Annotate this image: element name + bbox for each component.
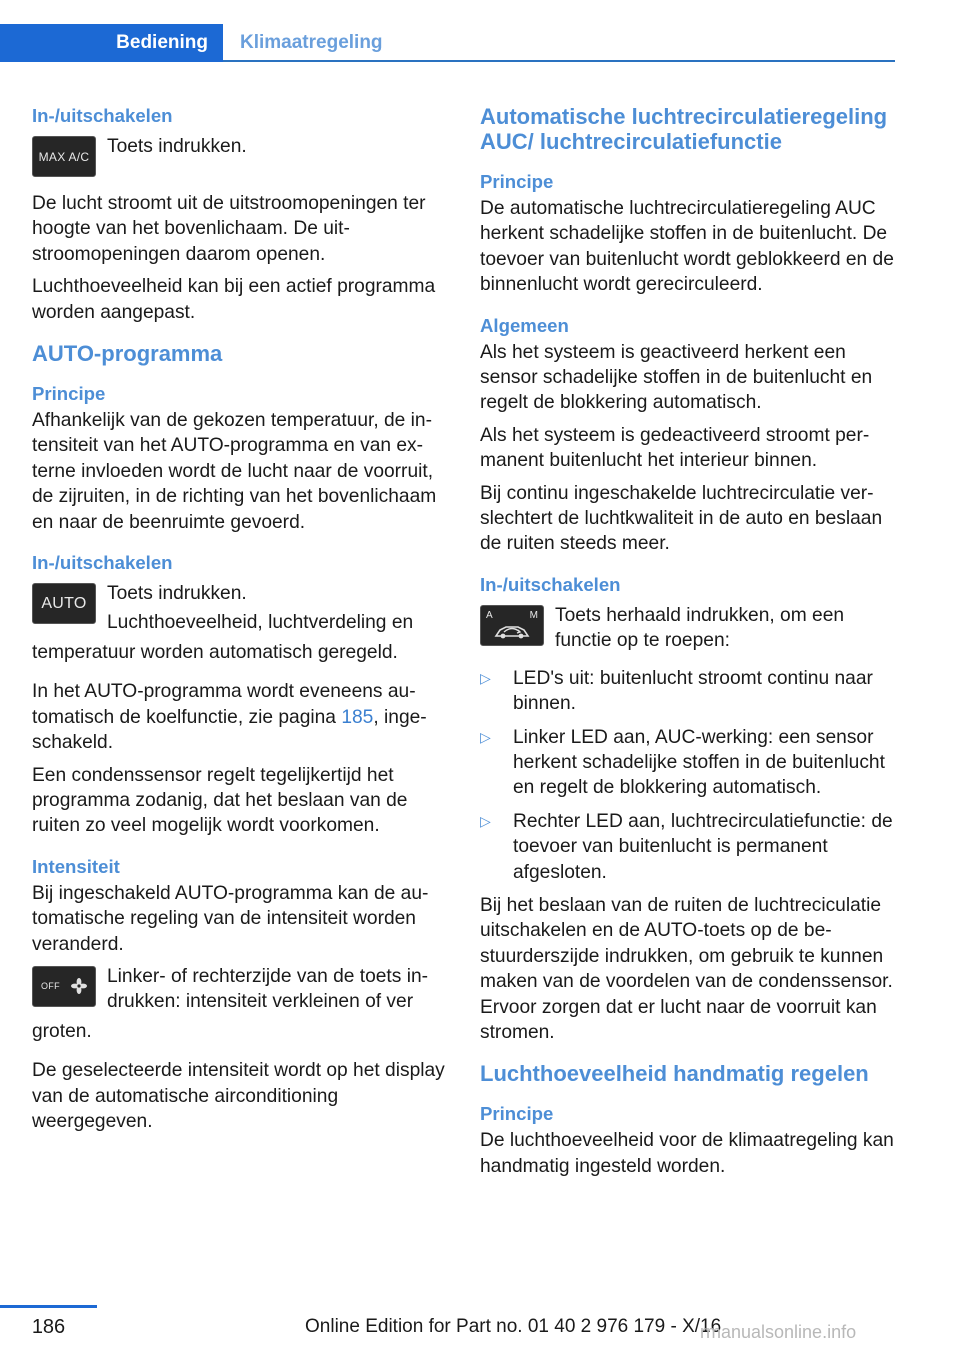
page-link-185[interactable]: 185: [341, 706, 374, 728]
auto-button-icon: [32, 583, 96, 624]
triangle-bullet-icon: ▷: [480, 812, 491, 829]
list-item-text: LED's uit: buitenlucht stroomt continu naar binnen.: [513, 667, 873, 715]
list-item: [480, 725, 898, 801]
heading-in-uitschakelen-3: In-/uitschakelen: [480, 573, 621, 595]
list-item-text: Rechter LED aan, luchtrecirculatiefunctie: de toevoer van buitenlucht is permanent afgesloten.: [513, 810, 893, 883]
recirc-label-m: M: [529, 610, 538, 622]
heading-in-uitschakelen-2: In-/uitschakelen: [32, 552, 173, 574]
tab-bediening: Bediening: [0, 24, 223, 62]
triangle-bullet-icon: ▷: [480, 669, 491, 686]
paragraph-condens: Een condenssensor regelt tegelijkertijd het programma zodanig, dat het beslaan van de ruiten zo veel mogelijk wordt voorkomen.: [32, 764, 408, 837]
edition-text: Online Edition for Part no. 01 40 2 976 179 - X/16: [305, 1316, 722, 1337]
paragraph-principe: Afhankelijk van de gekozen temperatuur, de intensiteit van het AUTO-programma en van externe invloeden wordt de lucht naar de voorruit, de zijruiten, in de richting van het bovenlichaam en naar de beenruimte gevoerd.: [32, 410, 437, 533]
recirc-label-a: A: [486, 610, 493, 622]
paragraph-display: De geselecteerde intensiteit wordt op het display van de automatische airconditioning weergegeven.: [32, 1060, 445, 1132]
intensity-button-icon: [32, 966, 96, 1007]
paragraph-algemeen-1: Als het systeem is geactiveerd herkent een sensor schadelijke stoffen in de buitenlucht en regelt de blokkering automatisch.: [480, 341, 873, 414]
auto-instruction-wrap: temperatuur worden automatisch geregeld.: [32, 641, 398, 663]
auto-label: AUTO: [41, 594, 87, 612]
heading-intensiteit: Intensiteit: [32, 855, 120, 877]
page-header: [0, 24, 895, 62]
heading-auc: Automatische luchtrecirculatieregeling AUC/ luchtrecirculatiefunctie: [480, 104, 888, 154]
recirculation-button-icon: [480, 605, 544, 646]
heading-handmatig: Luchthoeveelheid handmatig regelen: [480, 1061, 869, 1087]
auto-row: [32, 581, 452, 640]
max-ac-button-icon: [32, 136, 96, 177]
left-column: [32, 104, 452, 1141]
max-ac-instruction: Toets indrukken.: [107, 136, 247, 157]
triangle-bullet-icon: ▷: [480, 728, 491, 745]
watermark: rmanualsonline.info: [700, 1322, 857, 1342]
auto-instruction-1: Toets indrukken.: [107, 583, 247, 605]
footer-rule: [0, 1305, 97, 1308]
intensity-instruction-wrap: groten.: [32, 1020, 92, 1042]
heading-principe-3: Principe: [480, 1103, 554, 1125]
right-column: [480, 104, 898, 1186]
paragraph-principe-3: De luchthoeveelheid voor de klimaatregeling kan handmatig ingesteld worden.: [480, 1130, 894, 1177]
car-recirculation-icon: [492, 621, 532, 641]
paragraph-algemeen-2: Als het systeem is gedeactiveerd stroomt permanent buitenlucht het interieur binnen.: [480, 424, 870, 472]
auto-instruction-2: Luchthoeveelheid, luchtverdeling en: [107, 612, 414, 634]
heading-principe: Principe: [32, 383, 106, 405]
intensity-instruction: Linker- of rechterzijde van de toets indrukken: intensiteit verkleinen of ver: [107, 965, 429, 1013]
heading-auto-programma: AUTO-programma: [32, 341, 223, 367]
paragraph-algemeen-3: Bij continu ingeschakelde luchtrecirculatie verslechtert de luchtkwaliteit in de auto en beslaan de ruiten steeds meer.: [480, 482, 883, 555]
max-ac-row: [32, 134, 452, 177]
intensity-row: [32, 964, 452, 1019]
fan-icon: [71, 978, 87, 994]
tab-klimaatregeling: Klimaatregeling: [240, 32, 383, 53]
paragraph-intensiteit: Bij ingeschakeld AUTO-programma kan de automatische regeling van de intensiteit worden veranderd.: [32, 882, 429, 955]
paragraph-koelfunctie: [32, 679, 452, 755]
recirc-row: [480, 603, 898, 658]
intensity-off-label: OFF: [41, 981, 60, 992]
paragraph-principe-2: De automatische luchtrecirculatieregeling AUC herkent schadelijke stoffen in de buitenlucht. De toevoer van buitenlucht wordt geblokkeerd en de binnenlucht wordt gerecirculeerd.: [480, 198, 894, 296]
koel-text-post: , ingeschakeld.: [32, 706, 427, 754]
recirc-options-list: [480, 666, 898, 885]
paragraph-lucht-1: De lucht stroomt uit de uitstroomopeningen ter hoogte van het bovenlichaam. De uitstroomopeningen daarom openen.: [32, 193, 426, 265]
recirc-instruction: Toets herhaald indrukken, om een functie op te roepen:: [555, 604, 845, 652]
list-item-text: Linker LED aan, AUC-werking: een sensor herkent schadelijke stoffen in de buitenlucht en regelt de blokkering automatisch.: [513, 726, 885, 799]
paragraph-beslaan: Bij het beslaan van de ruiten de luchtreciculatie uitschakelen en de AUTO-toets op de bestuurderszijde indrukken, om gebruik te kunnen maken van de voordelen van de condenssensor. Ervoor zorgen dat er lucht naar de voorruit kan stromen.: [480, 894, 893, 1043]
heading-algemeen: Algemeen: [480, 314, 569, 336]
max-ac-label: MAX A/C: [38, 149, 90, 164]
list-item: [480, 666, 898, 717]
koel-text-pre: In het AUTO-programma wordt eveneens automatisch de koelfunctie, zie pagina: [32, 681, 416, 728]
heading-principe-2: Principe: [480, 171, 554, 192]
heading-in-uitschakelen: In-/uitschakelen: [32, 105, 173, 126]
page-number: 186: [31, 1316, 66, 1338]
paragraph-lucht-2: Luchthoeveelheid kan bij een actief programma worden aangepast.: [32, 276, 436, 323]
list-item: [480, 809, 898, 885]
